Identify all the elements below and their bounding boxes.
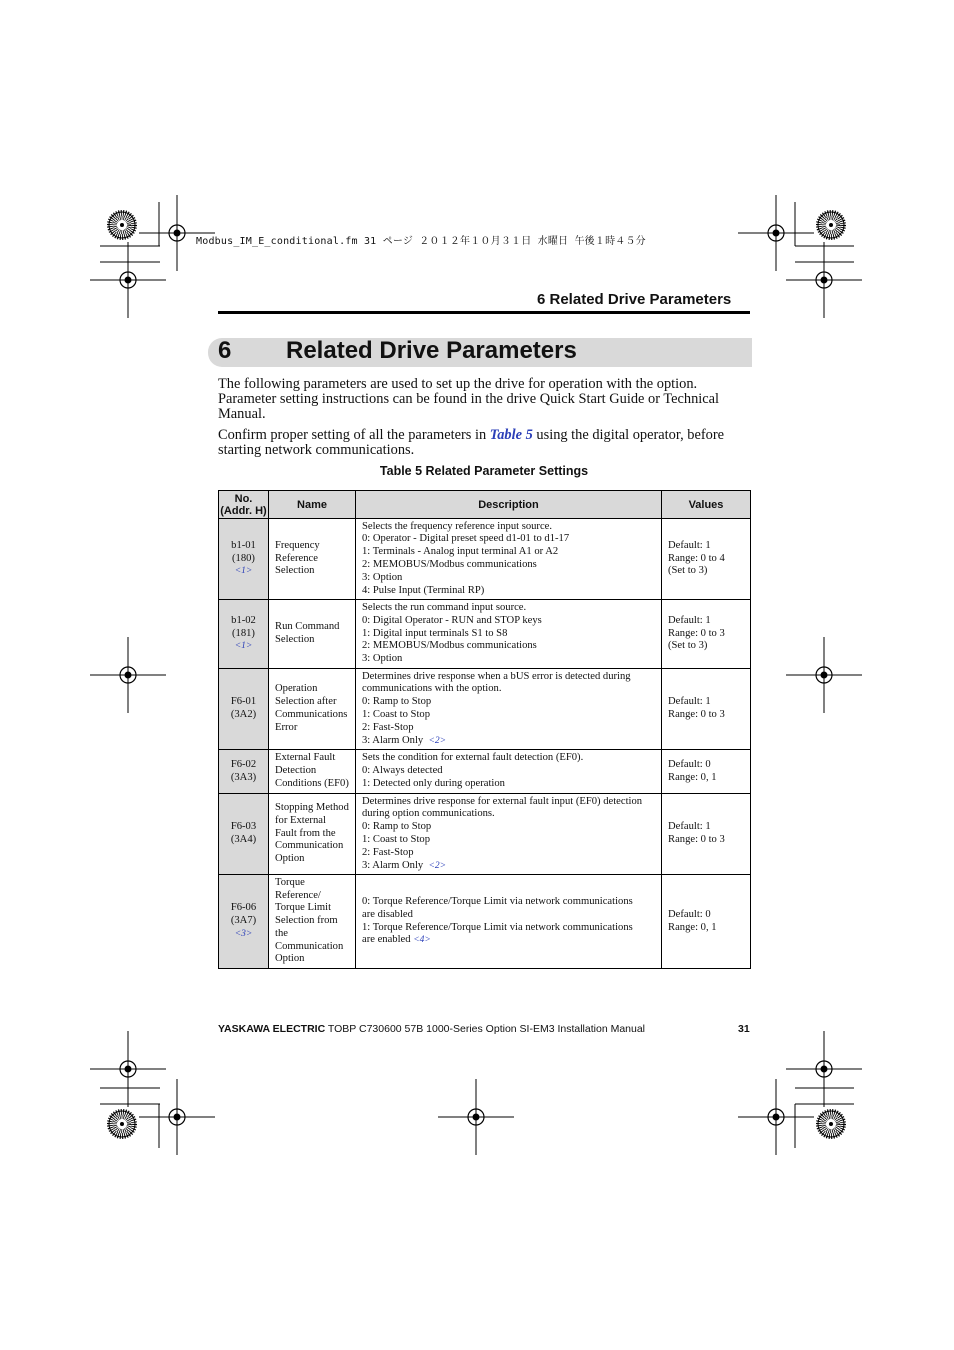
description-line: are disabled — [362, 908, 413, 920]
footnote-ref[interactable]: <3> — [234, 928, 253, 939]
header-description: Description — [356, 491, 662, 519]
param-name-line: Error — [275, 721, 298, 733]
description-line: 1: Digital input terminals S1 to S8 — [362, 627, 508, 639]
description-line: 0: Ramp to Stop — [362, 821, 432, 833]
description-line: 0: Operator - Digital preset speed d1-01 to d1-17 — [362, 533, 570, 545]
param-description-cell — [356, 875, 662, 969]
description-line: 1: Detected only during operation — [362, 777, 505, 789]
description-line: 1: Coast to Stop — [362, 834, 430, 845]
param-no-cell — [219, 519, 269, 600]
header-name: Name — [269, 491, 356, 519]
param-no-cell — [219, 669, 269, 750]
table-caption: Table 5 Related Parameter Settings — [379, 464, 589, 478]
param-number: F6-03 — [230, 821, 257, 833]
values-line: Range: 0, 1 — [668, 771, 717, 783]
description-line: Determines drive response for external fault input (EF0) detection — [362, 795, 643, 807]
description-line: 4: Pulse Input (Terminal RP) — [362, 584, 485, 596]
description-line: Determines drive response when a bUS error is detected during — [362, 670, 631, 682]
param-description-cell — [356, 794, 662, 875]
values-line: Default: 0 — [668, 908, 711, 920]
description-text: 3: Alarm Only — [362, 859, 424, 871]
intro-paragraph: The following parameters are used to set up the drive for operation with the option. Parameter setting instructions can be found in the drive Quick Start Guide or Technical Manual. — [218, 376, 720, 422]
param-no-cell — [219, 750, 269, 794]
param-name-line: Conditions (EF0) — [275, 777, 349, 789]
param-address: (180) — [232, 552, 255, 564]
param-description-cell — [356, 600, 662, 669]
description-line: 1: Terminals - Analog input terminal A1 or A2 — [362, 546, 559, 558]
description-line: 0: Always detected — [362, 765, 443, 777]
param-description-cell — [356, 519, 662, 600]
param-name-cell — [269, 600, 356, 669]
param-name-line: for External — [275, 814, 326, 826]
param-address: (181) — [232, 627, 255, 639]
param-name-cell — [269, 669, 356, 750]
param-name-line: Stopping Method — [275, 802, 349, 813]
param-name-line: Reference — [275, 552, 318, 564]
footnote-ref[interactable]: <1> — [234, 641, 253, 652]
description-line: 1: Coast to Stop — [362, 709, 430, 720]
param-name-line: Frequency — [275, 539, 320, 551]
param-values-cell — [662, 669, 751, 750]
footnote-ref[interactable]: <1> — [234, 566, 253, 577]
description-line — [362, 860, 661, 873]
param-name-line: Communications — [275, 709, 348, 720]
description-line: Selects the frequency reference input source. — [362, 520, 553, 532]
param-values-cell — [662, 519, 751, 600]
param-address: (3A2) — [230, 709, 257, 720]
param-name-line: Selection — [275, 634, 315, 645]
param-name-line: Reference/ — [275, 889, 321, 901]
description-text: are enabled — [362, 934, 411, 946]
footer-brand: YASKAWA ELECTRIC — [218, 1023, 326, 1035]
description-line: Selects the run command input source. — [362, 602, 527, 613]
param-name-line: Torque Limit — [275, 902, 332, 914]
table-row — [219, 669, 751, 750]
footer-document-info — [218, 1023, 645, 1035]
values-line: Default: 0 — [668, 758, 711, 770]
related-parameters-table — [218, 490, 751, 969]
footnote-ref[interactable]: <4> — [413, 935, 431, 946]
values-line: Default: 1 — [668, 821, 711, 833]
values-line: Default: 1 — [668, 539, 711, 551]
section-title: Related Drive Parameters — [286, 337, 577, 364]
values-line: (Set to 3) — [668, 640, 708, 652]
param-values-cell — [662, 794, 751, 875]
description-text: 3: Alarm Only — [362, 734, 424, 746]
header-no — [219, 491, 269, 519]
running-head: 6 Related Drive Parameters — [537, 291, 732, 308]
footer-doc-title: TOBP C730600 57B 1000-Series Option SI-EM3 Installation Manual — [325, 1023, 646, 1035]
table-row — [219, 750, 751, 794]
param-name-line: Operation — [275, 683, 318, 695]
param-name-line: Detection — [275, 765, 317, 777]
values-line: Range: 0 to 3 — [668, 627, 725, 639]
footnote-ref[interactable]: <2> — [428, 860, 447, 871]
param-name-cell — [269, 794, 356, 875]
description-line: during option communications. — [362, 808, 495, 820]
table-5-link[interactable]: Table 5 — [489, 427, 533, 443]
param-name-line: Selection from — [275, 915, 338, 927]
param-no-cell — [219, 794, 269, 875]
description-line — [362, 934, 661, 947]
param-address: (3A7) — [230, 915, 257, 927]
description-line: 0: Digital Operator - RUN and STOP keys — [362, 614, 542, 626]
description-line: 2: Fast-Stop — [362, 846, 414, 858]
description-line: communications with the option. — [362, 683, 502, 695]
section-number: 6 — [218, 337, 232, 364]
param-name-cell — [269, 750, 356, 794]
param-name-line: Run Command — [275, 621, 340, 633]
param-number: F6-01 — [230, 696, 257, 708]
table-row — [219, 794, 751, 875]
table-row — [219, 875, 751, 969]
header-values: Values — [662, 491, 751, 519]
table-row — [219, 600, 751, 669]
description-line: 2: MEMOBUS/Modbus communications — [362, 640, 537, 652]
param-values-cell — [662, 875, 751, 969]
footnote-ref[interactable]: <2> — [428, 735, 447, 746]
param-no-cell — [219, 875, 269, 969]
param-name-line: Torque — [275, 876, 305, 888]
description-line: 2: Fast-Stop — [362, 721, 414, 733]
param-name-line: Communication — [275, 840, 344, 852]
running-head-rule — [218, 311, 750, 314]
description-line: 3: Option — [362, 571, 403, 583]
param-number: b1-01 — [231, 539, 256, 551]
param-name-line: Selection after — [275, 696, 337, 708]
param-name-line: Fault from the — [275, 827, 336, 839]
param-number: F6-06 — [230, 902, 257, 914]
confirm-paragraph — [218, 428, 738, 458]
param-address: (3A4) — [230, 834, 257, 845]
confirm-text-after: using the digital operator, before starting network communications. — [218, 427, 725, 458]
description-line: 0: Ramp to Stop — [362, 696, 432, 708]
values-line: Range: 0 to 4 — [668, 552, 725, 564]
param-no-cell — [219, 600, 269, 669]
values-line: Range: 0 to 3 — [668, 834, 725, 845]
param-description-cell — [356, 669, 662, 750]
values-line: Default: 1 — [668, 614, 711, 626]
param-number: F6-02 — [230, 758, 257, 770]
header-no-line1: No. — [234, 492, 253, 505]
values-line: Range: 0, 1 — [668, 921, 717, 933]
description-line: 3: Option — [362, 653, 403, 665]
values-line: Default: 1 — [668, 696, 711, 708]
param-values-cell — [662, 600, 751, 669]
table-row — [219, 519, 751, 600]
param-address: (3A3) — [230, 771, 257, 783]
param-name-line: the — [275, 927, 288, 939]
param-description-cell — [356, 750, 662, 794]
param-name-line: Option — [275, 853, 305, 865]
header-no-line2: (Addr. H) — [220, 504, 267, 517]
param-name-line: Communication — [275, 940, 344, 952]
param-name-cell — [269, 519, 356, 600]
page-number: 31 — [738, 1023, 750, 1035]
confirm-text-before: Confirm proper setting of all the parameters in — [218, 427, 490, 443]
print-header: Modbus_IM_E_conditional.fm 31 ページ ２０１２年１０月３１日 水曜日 午後１時４５分 — [196, 236, 646, 247]
description-line: Sets the condition for external fault detection (EF0). — [362, 752, 584, 764]
param-name-cell — [269, 875, 356, 969]
description-line: 2: MEMOBUS/Modbus communications — [362, 559, 537, 570]
param-name-line: Selection — [275, 565, 315, 577]
param-values-cell — [662, 750, 751, 794]
param-name-line: External Fault — [275, 752, 336, 764]
description-line: 0: Torque Reference/Torque Limit via network communications — [362, 895, 633, 907]
param-name-line: Option — [275, 953, 305, 965]
values-line: (Set to 3) — [668, 565, 708, 577]
description-line: 1: Torque Reference/Torque Limit via network communications — [362, 921, 633, 933]
values-line: Range: 0 to 3 — [668, 709, 725, 720]
table-header-row — [219, 491, 751, 519]
description-line — [362, 735, 661, 748]
param-number: b1-02 — [231, 614, 256, 626]
